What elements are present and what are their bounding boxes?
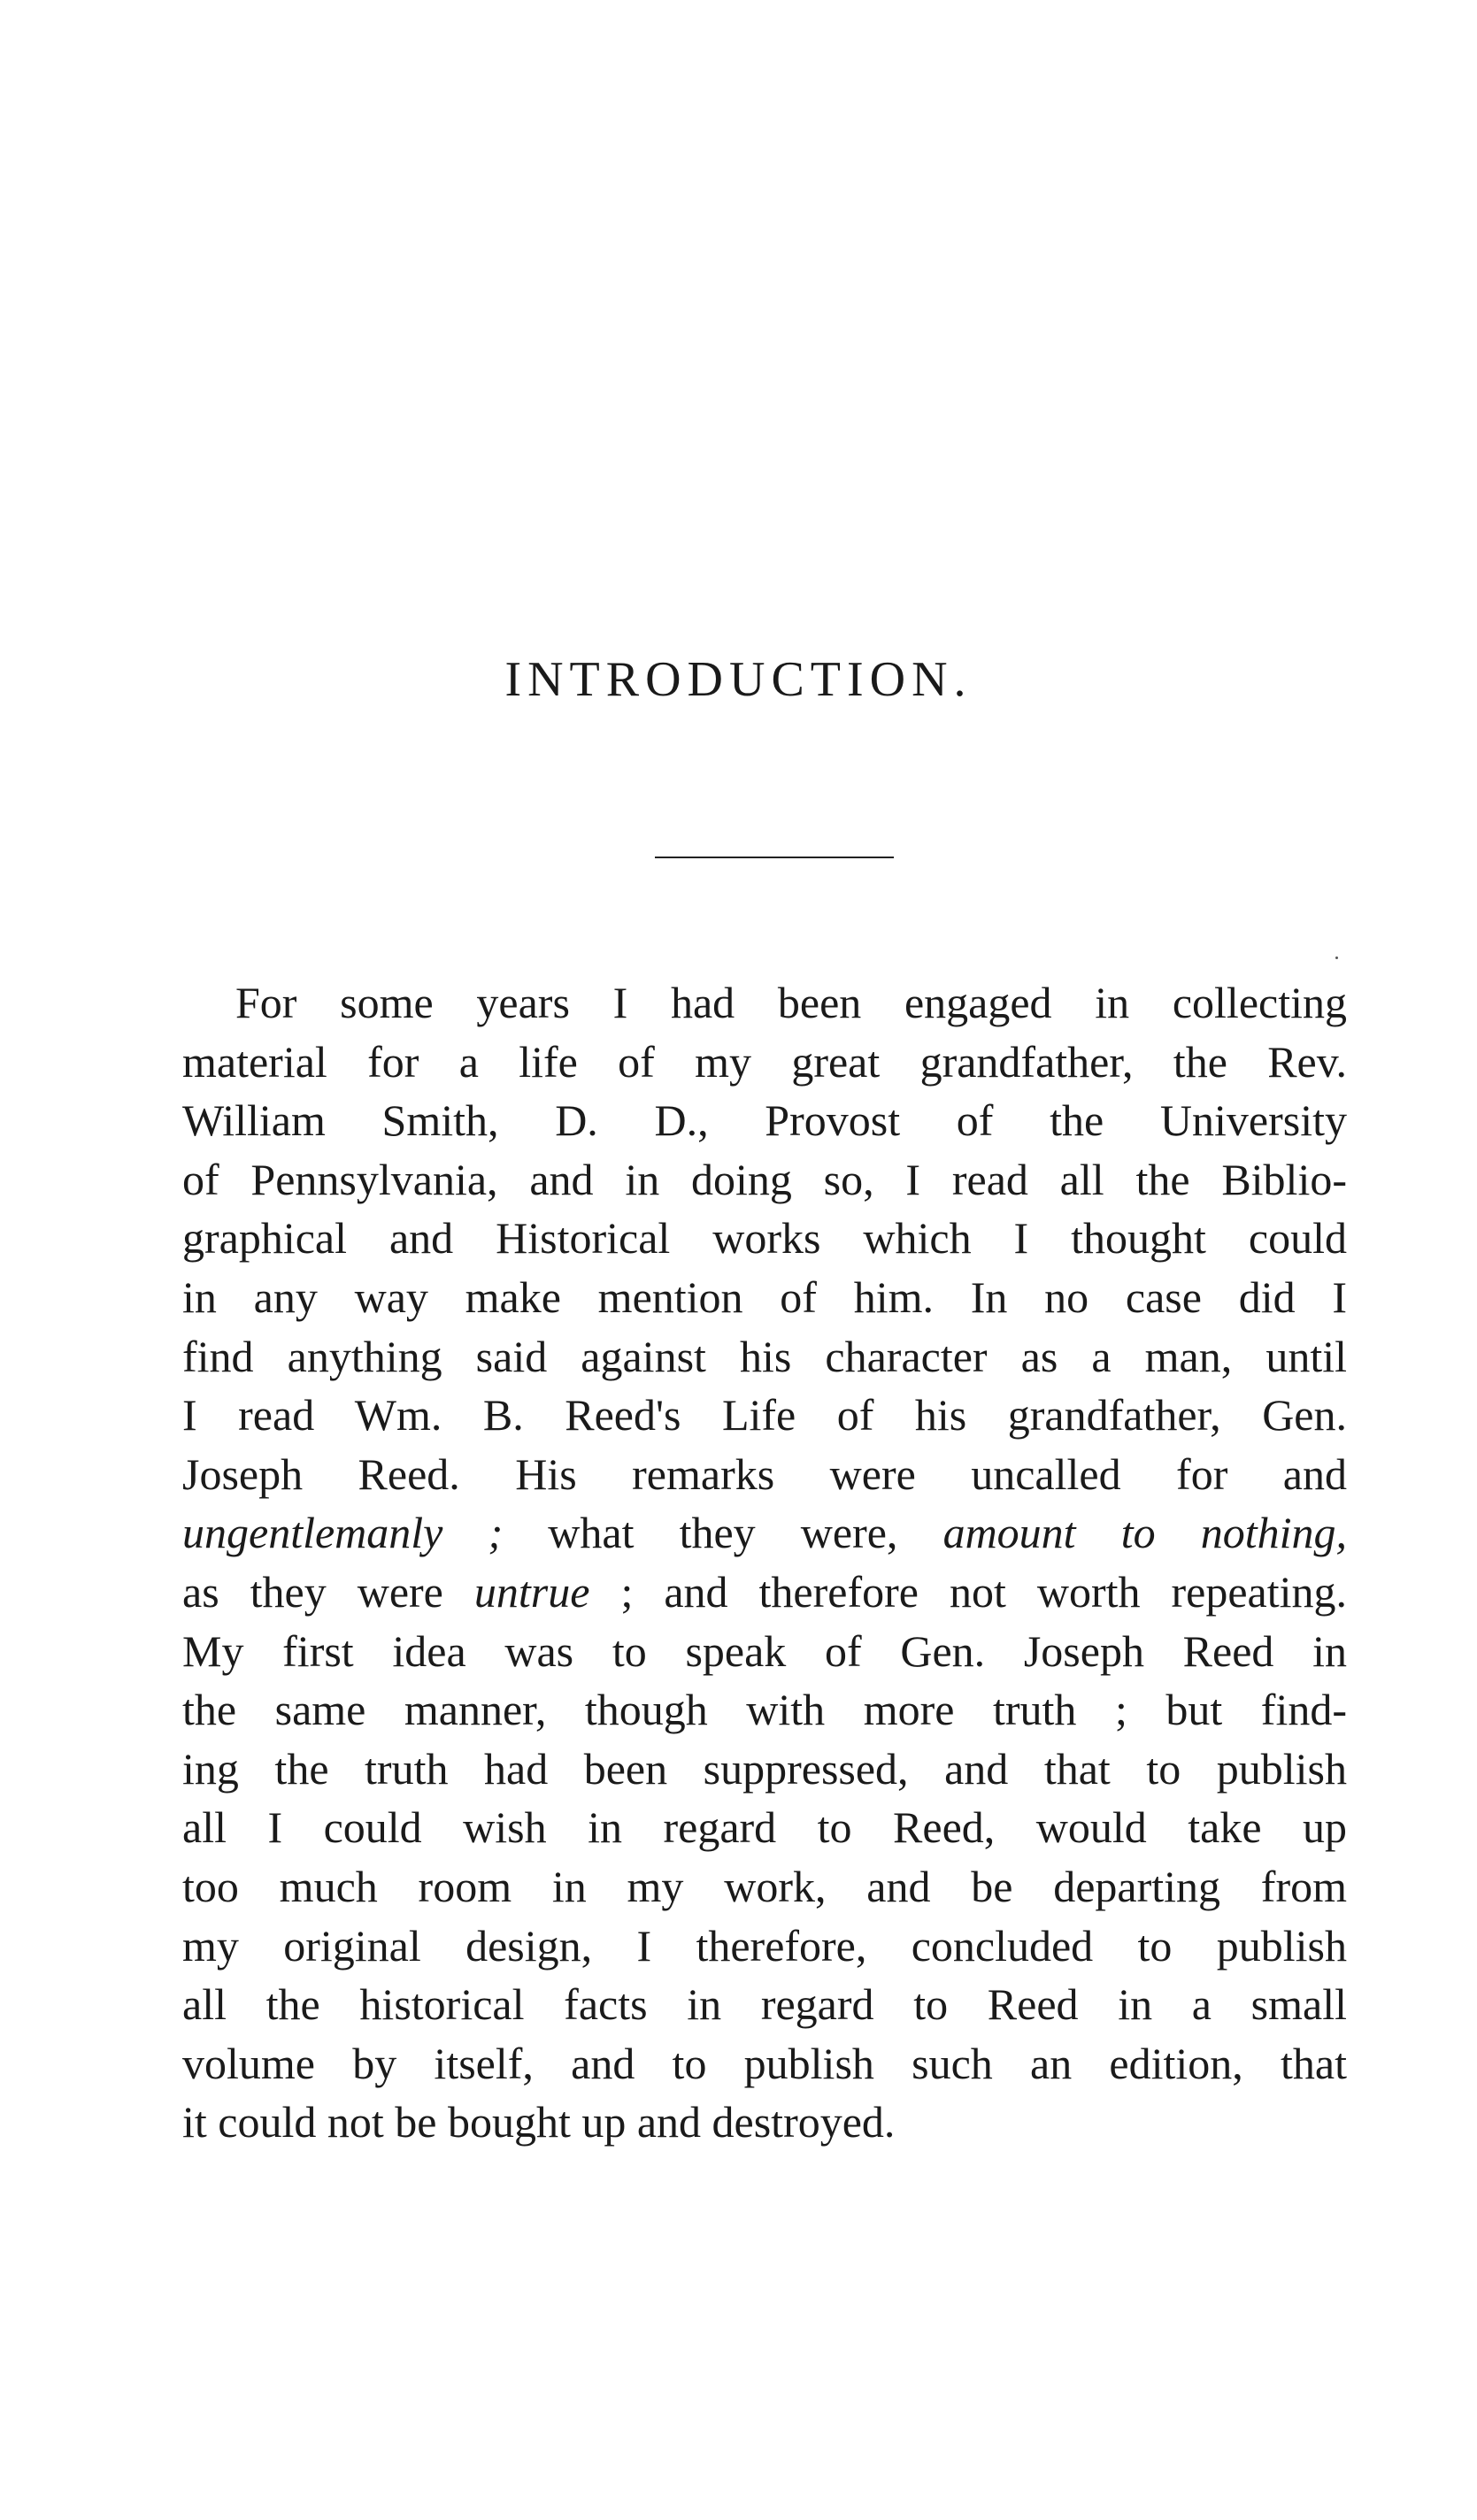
text-line — [182, 1740, 1347, 1799]
text-line — [182, 1209, 1347, 1268]
ink-speck — [1335, 957, 1338, 959]
text-run: my original design, I therefore, concluded to publish — [182, 1920, 1347, 1971]
text-line — [182, 1680, 1347, 1740]
text-line — [182, 1503, 1347, 1563]
text-run: I read Wm. B. Reed's Life of his grandfather, Gen. — [182, 1390, 1347, 1441]
italic-text: untrue — [473, 1566, 590, 1617]
page-title: INTRODUCTION. — [504, 652, 973, 707]
text-line — [182, 1975, 1347, 2034]
text-run: of Pennsylvania, and in doing so, I read all the Biblio- — [182, 1154, 1347, 1204]
italic-text: ungentlemanly ; — [182, 1508, 504, 1558]
text-run: My first idea was to speak of Gen. Joseph Reed in — [182, 1625, 1347, 1676]
text-run: in any way make mention of him. In no case did I — [182, 1272, 1347, 1322]
text-run: all I could wish in regard to Reed, would take up — [182, 1802, 1347, 1853]
text-line — [182, 1091, 1347, 1150]
italic-text: amount to nothing, — [942, 1508, 1347, 1558]
text-run: ; and therefore not worth repeating. — [589, 1566, 1347, 1617]
text-line — [182, 1857, 1347, 1917]
text-line — [182, 1033, 1347, 1092]
title-rule-divider — [655, 857, 894, 858]
text-line — [182, 1268, 1347, 1327]
text-run: For some years I had been engaged in collecting — [235, 978, 1347, 1027]
text-run: find anything said against his character as a man, until — [182, 1331, 1347, 1381]
text-run: volume by itself, and to publish such an edition, that — [182, 2038, 1347, 2088]
text-run: it could not be bought up and destroyed. — [182, 2097, 896, 2147]
text-run: Joseph Reed. His remarks were uncalled for and — [182, 1448, 1347, 1499]
text-run: too much room in my work, and be departing from — [182, 1861, 1347, 1911]
text-run: what they were, — [503, 1508, 943, 1558]
text-run: graphical and Historical works which I thought could — [182, 1213, 1347, 1264]
text-run: the same manner, though with more truth ; but find- — [182, 1685, 1347, 1735]
text-line — [182, 1386, 1347, 1445]
text-line — [182, 1327, 1347, 1387]
text-line — [182, 973, 1347, 1033]
text-line — [182, 1622, 1347, 1681]
text-run: as they were — [182, 1566, 474, 1617]
text-line — [182, 1563, 1347, 1622]
text-run: material for a life of my great grandfather, the Rev. — [182, 1036, 1347, 1087]
text-line — [182, 1445, 1347, 1504]
text-line — [182, 1798, 1347, 1857]
text-line — [182, 1917, 1347, 1976]
text-line — [182, 2093, 1347, 2152]
text-run: all the historical facts in regard to Reed in a small — [182, 1979, 1347, 2030]
text-run: William Smith, D. D., Provost of the University — [182, 1095, 1347, 1146]
text-run: ing the truth had been suppressed, and that to publish — [182, 1743, 1347, 1794]
text-line — [182, 1150, 1347, 1210]
text-line — [182, 2034, 1347, 2094]
introduction-paragraph — [182, 973, 1347, 2152]
